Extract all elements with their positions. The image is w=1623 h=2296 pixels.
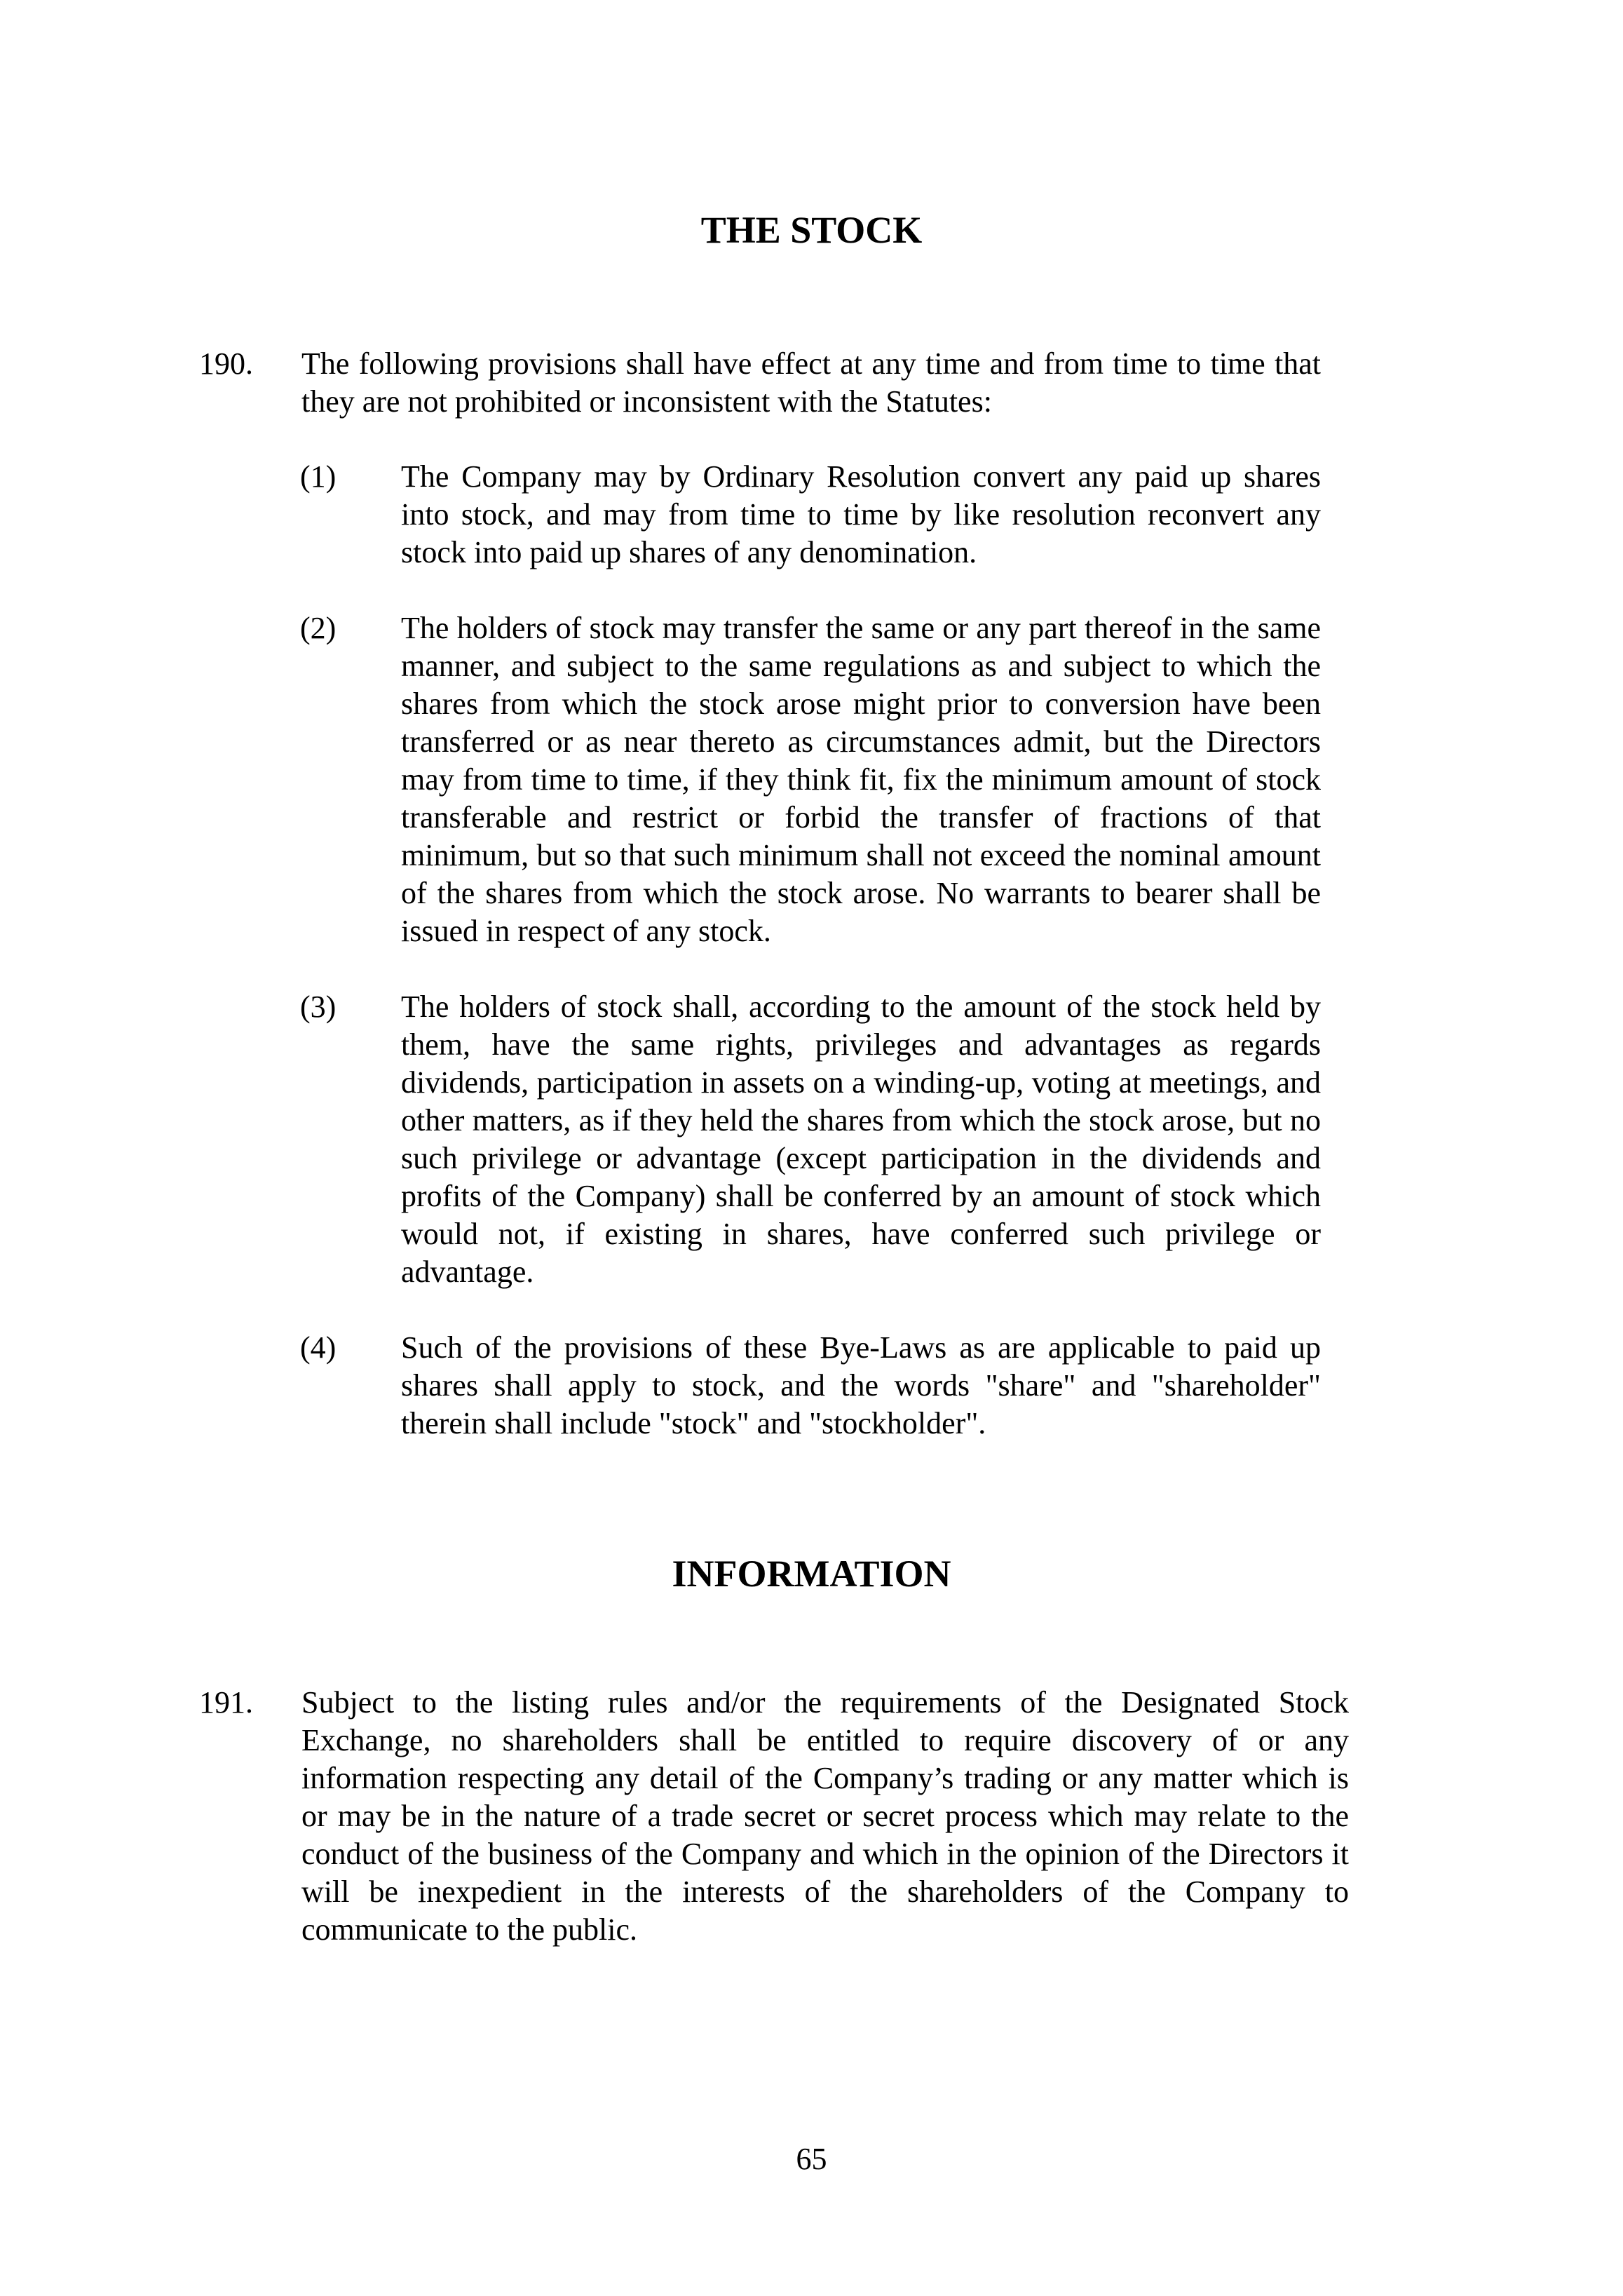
item-number: (4) (300, 1330, 337, 1365)
clause-190-item-2 (300, 609, 1321, 950)
page-number: 65 (796, 2142, 827, 2176)
clause-text: The following provisions shall have effect at any time and from time to time that they are not prohibited or inconsistent with the Statutes: (301, 346, 1321, 419)
item-number: (1) (300, 459, 337, 494)
clause-number: 191. (199, 1685, 253, 1720)
clause-number: 190. (199, 346, 253, 381)
item-text: The holders of stock shall, according to the amount of the stock held by them, have the same rights, privileges and advantages as regards dividends, participation in assets on a winding-up, voting at meetings, and other matters, as if they held the shares from which the stock arose, but no such privilege or advantage (except participation in the dividends and profits of the Company) shall be conferred by an amount of stock which would not, if existing in shares, have conferred such privilege or advantage. (401, 990, 1321, 1289)
clause-190-item-4 (300, 1329, 1321, 1443)
clause-190-item-1 (300, 458, 1321, 572)
clause-191 (199, 1684, 1349, 1950)
clause-text: Subject to the listing rules and/or the requirements of the Designated Stock Exchange, no shareholders shall be entitled to require discovery of or any information respecting any detail of the Company’s trading or any matter which is or may be in the nature of a trade secret or secret process which may relate to the conduct of the business of the Company and which in the opinion of the Directors it will be inexpedient in the interests of the shareholders of the Company to communicate to the public. (301, 1685, 1349, 1947)
item-number: (2) (300, 611, 337, 645)
item-text: The holders of stock may transfer the same or any part thereof in the same manner, and subject to the same regulations as and subject to which the shares from which the stock arose might prior to conversion have been transferred or as near thereto as circumstances admit, but the Directors may from time to time, if they think fit, fix the minimum amount of stock transferable and restrict or forbid the transfer of fractions of that minimum, but so that such minimum shall not exceed the nominal amount of the shares from which the stock arose. No warrants to bearer shall be issued in respect of any stock. (401, 611, 1321, 948)
section-heading-information: INFORMATION (672, 1553, 951, 1595)
clause-190-item-3 (300, 988, 1321, 1291)
clause-190 (199, 345, 1321, 421)
item-text: Such of the provisions of these Bye-Laws as are applicable to paid up shares shall apply to stock, and the words "share" and "shareholder" therein shall include "stock" and "stockholder". (401, 1330, 1321, 1440)
item-text: The Company may by Ordinary Resolution convert any paid up shares into stock, and may from time to time by like resolution reconvert any stock into paid up shares of any denomination. (401, 459, 1321, 569)
item-number: (3) (300, 990, 337, 1024)
section-heading-the-stock: THE STOCK (700, 209, 923, 251)
